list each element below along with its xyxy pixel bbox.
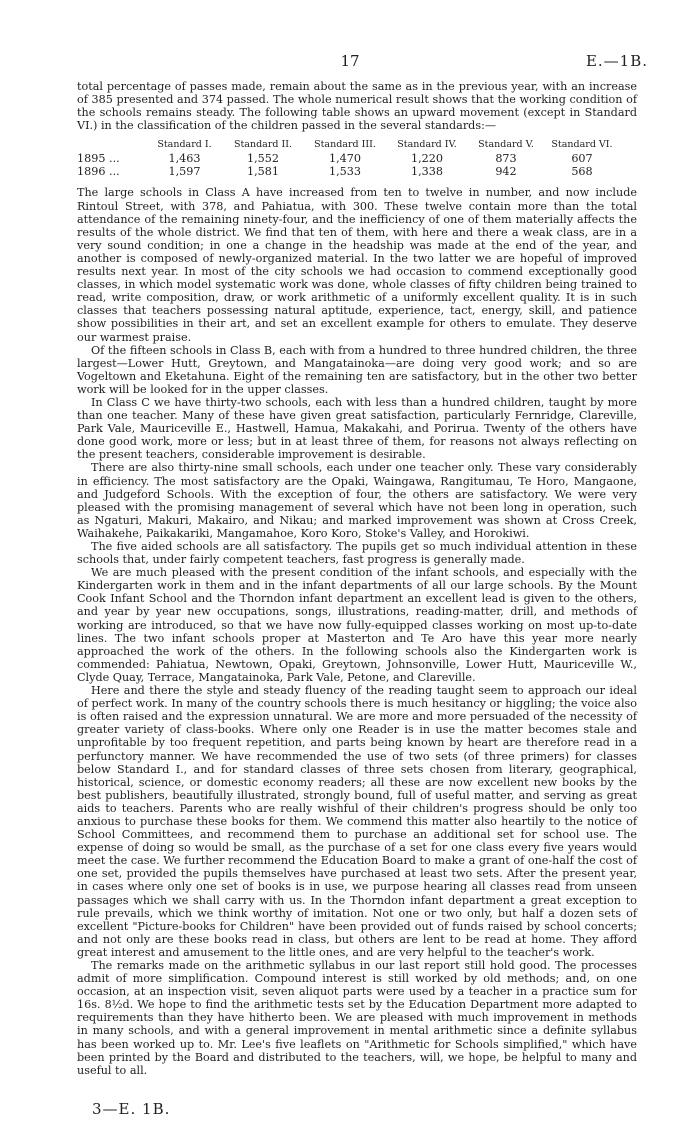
table-header-cell bbox=[77, 138, 147, 152]
table-cell: 1,533 bbox=[328, 165, 362, 179]
table-row bbox=[77, 152, 620, 165]
table-cell-year: 1896 ... bbox=[77, 165, 120, 179]
table-cell: 873 bbox=[495, 152, 517, 166]
table-cell: 1,463 bbox=[168, 152, 201, 166]
standards-table bbox=[77, 138, 620, 178]
table-header-cell: Standard I. bbox=[157, 139, 212, 151]
paragraph-small-schools: There are also thirty-nine small schools, each under one teacher only. These vary considerably in efficiency. The most satisfactory are the Opaki, Waingawa, Rangitumau, Te Horo, Mangaone, and Judgeford Schools. With the exception of four, the others are satisfactory. We were very pleased with the promising management of several which have not been long in operation, such as Ngaturi, Makuri, Makairo, and Nikau; and marked improvement was shown at Cross Creek, Waihakehe, Paikakariki, Mangamahoe, Koro Koro, Stoke's Valley, and Horokiwi. bbox=[77, 461, 637, 540]
table-header-cell: Standard VI. bbox=[551, 139, 613, 151]
paragraph-class-a: The large schools in Class A have increased from ten to twelve in number, and now include Rintoul Street, with 378, and Pahiatua, with 300. These twelve contain more than the total attendance of the remaining ninety-four, and the inefficiency of one of them materially affects the results of the whole district. We find that ten of them, with here and there a weak class, are in a very sound condition; in one a change in the headship was made at the end of the year, and another is composed of newly-organized material. In the two latter we are hopeful of improved results next year. In most of the city schools we had occasion to commend exceptionally good classes, in which model systematic work was done, whole classes of fifty children being trained to read, write composition, draw, or work arithmetic of a uniformly excellent quality. It is in such classes that teachers possessing natural aptitude, experience, tact, energy, skill, and patience show possibilities in their art, and set an excellent example for others to emulate. They deserve our warmest praise. bbox=[77, 186, 637, 344]
table-header-cell: Standard III. bbox=[314, 139, 376, 151]
table-cell: 607 bbox=[571, 152, 593, 166]
table-row bbox=[77, 165, 620, 178]
footer-signature: 3—E. 1B. bbox=[92, 1100, 171, 1118]
table-cell: 1,338 bbox=[410, 165, 444, 179]
table-cell: 942 bbox=[495, 165, 517, 179]
table-cell: 1,581 bbox=[246, 165, 280, 179]
page-number: 17 bbox=[340, 52, 360, 70]
intro-paragraph: total percentage of passes made, remain about the same as in the previous year, with an increase of 385 presented and 374 passed. The whole numerical result shows that the working condition of the schools remains steady. The following table shows an upward movement (except in Standard VI.) in the classification of the children passed in the several standards:— bbox=[77, 80, 637, 133]
report-body bbox=[77, 80, 637, 1077]
table-cell: 568 bbox=[571, 165, 593, 179]
paragraph-class-c: In Class C we have thirty-two schools, each with less than a hundred children, taught by more than one teacher. Many of these have given great satisfaction, particularly Fernridge, Clareville, Park Vale, Mauriceville E., Hastwell, Hamua, Makakahi, and Porirua. Twenty of the others have done good work, more or less; but in at least three of them, for reasons not always reflecting on the present teachers, considerable improvement is desirable. bbox=[77, 395, 637, 462]
table-header-cell: Standard V. bbox=[478, 139, 534, 151]
paragraph-class-b: Of the fifteen schools in Class B, each with from a hundred to three hundred children, the three largest—Lower Hutt, Greytown, and Mangatainoka—are doing very good work; and so are Vogeltown and Eketahuna. Eight of the remaining ten are satisfactory, but in the other two better work will be looked for in the upper classes. bbox=[77, 343, 637, 396]
table-cell: 1,552 bbox=[246, 152, 280, 166]
table-header-cell: Standard IV. bbox=[397, 139, 457, 151]
table-cell: 1,220 bbox=[410, 152, 444, 166]
paragraph-arithmetic: The remarks made on the arithmetic syllabus in our last report still hold good. The processes admit of more simplification. Compound interest is still worked by old methods; and, on one occasion, at an inspection visit, seven aliquot parts were used by a teacher in a practice sum for 16s. 8½d. We hope to find the arithmetic tests set by the Education Department more adapted to requirements than they have hitherto been. We are pleased with much improvement in methods in many schools, and with a general improvement in mental arithmetic since a definite syllabus has been worked up to. Mr. Lee's five leaflets on "Arithmetic for Schools simplified," which have been printed by the Board and distributed to the teachers, will, we hope, be helpful to many and useful to all. bbox=[77, 959, 637, 1077]
paragraph-reading: Here and there the style and steady fluency of the reading taught seem to approach our ideal of perfect work. In many of the country schools there is much hesitancy or higgling; the voice also is often raised and the expression unnatural. We are more and more persuaded of the necessity of greater variety of class-books. Where only one Reader is in use the matter becomes stale and unprofitable by too frequent repetition, and parts being known by heart are therefore read in a perfunctory manner. We have recommended the use of two sets (of three primers) for classes below Standard I., and for standard classes of three sets chosen from literary, geographical, historical, science, or domestic economy readers; all these are now excellent new books by the best publishers, beautifully illustrated, strongly bound, full of useful matter, and serving as great aids to teachers. Parents who are really wishful of their children's progress should be only too anxious to purchase these books for them. We commend this matter also heartily to the notice of School Committees, and recommend them to purchase an additional set for school use. The expense of doing so would be small, as the purchase of a set for one class every five years would meet the case. We further recommend the Education Board to make a grant of one-half the cost of one set, provided the pupils themselves have purchased at least two sets. After the present year, in cases where only one set of books is in use, we purpose hearing all classes read from unseen passages which we shall carry with us. In the Thorndon infant department a great exception to rule prevails, which we think worthy of imitation. Not one or two only, but half a dozen sets of excellent "Picture-books for Children" have been provided out of funds raised by school concerts; and not only are these books read in class, but others are lent to be read at home. They afford great interest and amusement to the little ones, and are very helpful to the teacher's work. bbox=[77, 684, 637, 959]
document-reference: E.—1B. bbox=[585, 52, 648, 70]
table-cell: 1,597 bbox=[168, 165, 201, 179]
table-header-cell: Standard II. bbox=[233, 139, 293, 151]
table-cell-year: 1895 ... bbox=[77, 152, 120, 166]
table-cell: 1,470 bbox=[328, 152, 362, 166]
paragraph-aided-schools: The five aided schools are all satisfactory. The pupils get so much individual attention in these schools that, under fairly competent teachers, fast progress is generally made. bbox=[77, 540, 637, 567]
table-header-row bbox=[77, 138, 620, 152]
paragraph-infant-schools: We are much pleased with the present condition of the infant schools, and especially with the Kindergarten work in them and in the infant departments of all our large schools. By the Mount Cook Infant School and the Thorndon infant department an excellent lead is given to the others, and year by year new occupations, songs, illustrations, reading-matter, drill, and methods of working are introduced, so that we have now fully-equipped classes working on most up-to-date lines. The two infant schools proper at Masterton and Te Aro have this year more nearly approached the work of the others. In the following schools also the Kindergarten work is commended: Pahiatua, Newtown, Opaki, Greytown, Johnsonville, Lower Hutt, Mauriceville W., Clyde Quay, Terrace, Mangatainoka, Park Vale, Petone, and Clareville. bbox=[77, 566, 637, 684]
